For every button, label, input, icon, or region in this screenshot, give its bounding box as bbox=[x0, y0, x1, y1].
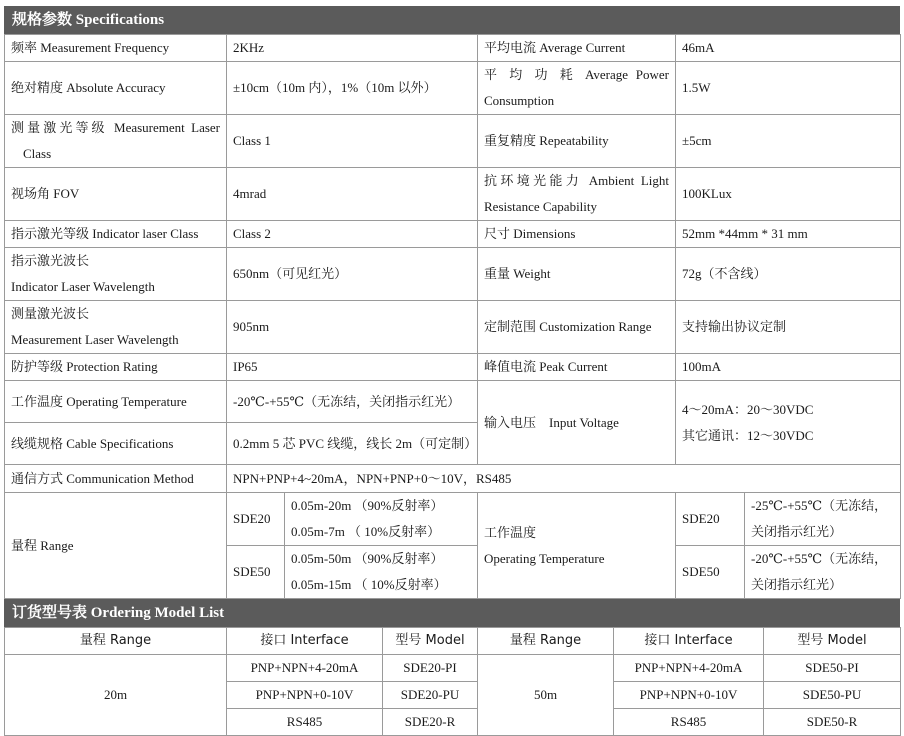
spec-row bbox=[5, 381, 901, 423]
spec-label bbox=[5, 248, 227, 301]
spec-label bbox=[5, 115, 227, 168]
column-header-interface: 接口 Interface bbox=[614, 628, 764, 655]
spec-value: 支持输出协议定制 bbox=[676, 301, 901, 354]
ordering-row bbox=[5, 655, 901, 682]
spec-value bbox=[745, 493, 901, 546]
spec-label bbox=[478, 168, 676, 221]
spec-label: 工作温度 Operating Temperature bbox=[5, 381, 227, 423]
spec-value-line: -25℃-+55℃（无冻结， bbox=[751, 498, 888, 513]
spec-label: 线缆规格 Cable Specifications bbox=[5, 423, 227, 465]
spec-value: NPN+PNP+4~20mA，NPN+PNP+0～10V，RS485 bbox=[227, 465, 901, 493]
spec-row bbox=[5, 354, 901, 381]
spec-row bbox=[5, 301, 901, 354]
column-header-model: 型号 Model bbox=[764, 628, 901, 655]
interface-cell: PNP+NPN+4-20mA bbox=[227, 655, 383, 682]
spec-label: 通信方式 Communication Method bbox=[5, 465, 227, 493]
spec-label-line: Operating Temperature bbox=[484, 550, 605, 566]
interface-cell: RS485 bbox=[614, 709, 764, 736]
spec-label: 视场角 FOV bbox=[5, 168, 227, 221]
spec-label bbox=[478, 62, 676, 115]
spec-value: ±5cm bbox=[676, 115, 901, 168]
spec-value: 4mrad bbox=[227, 168, 478, 221]
spec-value: 905nm bbox=[227, 301, 478, 354]
range-cell: 20m bbox=[5, 655, 227, 736]
model-cell: SDE20 bbox=[676, 493, 745, 546]
column-header-range: 量程 Range bbox=[478, 628, 614, 655]
spec-value bbox=[285, 546, 478, 599]
interface-cell: PNP+NPN+0-10V bbox=[227, 682, 383, 709]
model-cell: SDE50 bbox=[676, 546, 745, 599]
spec-label-line: 测量激光波长 bbox=[11, 306, 90, 321]
spec-value: ±10cm（10m 内），1%（10m 以外） bbox=[227, 62, 478, 115]
spec-label-line: 平 均 功 耗 Average Power bbox=[484, 67, 670, 82]
spec-label: 指示激光等级 Indicator laser Class bbox=[5, 221, 227, 248]
column-header-model: 型号 Model bbox=[383, 628, 478, 655]
spec-value: 46mA bbox=[676, 35, 901, 62]
spec-label bbox=[5, 301, 227, 354]
model-cell: SDE50-PU bbox=[764, 682, 901, 709]
model-cell: SDE50 bbox=[227, 546, 285, 599]
spec-label: 输入电压 Input Voltage bbox=[478, 381, 676, 465]
spec-value bbox=[676, 381, 901, 465]
interface-cell: PNP+NPN+4-20mA bbox=[614, 655, 764, 682]
spec-value bbox=[285, 493, 478, 546]
spec-value: 0.2mm 5 芯 PVC 线缆，线长 2m（可定制） bbox=[227, 423, 478, 465]
spec-value: -20℃-+55℃（无冻结，关闭指示红光） bbox=[227, 381, 478, 423]
spec-value-line: 0.05m-50m （90%反射率） bbox=[291, 551, 444, 566]
spec-row bbox=[5, 168, 901, 221]
range-cell: 50m bbox=[478, 655, 614, 736]
spec-label-line: 抗环境光能力 Ambient Light bbox=[484, 173, 670, 188]
spec-label: 峰值电流 Peak Current bbox=[478, 354, 676, 381]
spec-label-line: Measurement Laser Wavelength bbox=[11, 332, 179, 347]
spec-value-line: 0.05m-15m （ 10%反射率） bbox=[291, 577, 447, 592]
spec-label: 量程 Range bbox=[5, 493, 227, 599]
spec-value: 72g（不含线） bbox=[676, 248, 901, 301]
ordering-header: 订货型号表 Ordering Model List bbox=[4, 599, 900, 627]
model-cell: SDE20 bbox=[227, 493, 285, 546]
spec-row bbox=[5, 493, 901, 546]
spec-value-line: 0.05m-7m （ 10%反射率） bbox=[291, 524, 441, 539]
spec-label: 尺寸 Dimensions bbox=[478, 221, 676, 248]
model-cell: SDE20-R bbox=[383, 709, 478, 736]
column-header-interface: 接口 Interface bbox=[227, 628, 383, 655]
spec-label: 重量 Weight bbox=[478, 248, 676, 301]
spec-label-line: 测量激光等级 Measurement Laser bbox=[11, 120, 220, 135]
spec-value-line: 0.05m-20m （90%反射率） bbox=[291, 498, 444, 513]
model-cell: SDE20-PU bbox=[383, 682, 478, 709]
spec-label: 绝对精度 Absolute Accuracy bbox=[5, 62, 227, 115]
spec-value: 1.5W bbox=[676, 62, 901, 115]
spec-value: 100KLux bbox=[676, 168, 901, 221]
ordering-header-row bbox=[5, 628, 901, 655]
spec-value: 650nm（可见红光） bbox=[227, 248, 478, 301]
spec-label: 定制范围 Customization Range bbox=[478, 301, 676, 354]
model-cell: SDE20-PI bbox=[383, 655, 478, 682]
spec-row bbox=[5, 248, 901, 301]
spec-label: 平均电流 Average Current bbox=[478, 35, 676, 62]
spec-label-line: 指示激光波长 bbox=[11, 253, 90, 268]
spec-row bbox=[5, 221, 901, 248]
spec-value-line: 其它通讯：12～30VDC bbox=[682, 427, 814, 443]
interface-cell: RS485 bbox=[227, 709, 383, 736]
spec-row bbox=[5, 465, 901, 493]
spec-value-line: 关闭指示红光） bbox=[751, 524, 843, 539]
spec-value: Class 1 bbox=[227, 115, 478, 168]
column-header-range: 量程 Range bbox=[5, 628, 227, 655]
interface-cell: PNP+NPN+0-10V bbox=[614, 682, 764, 709]
spec-value-line: 关闭指示红光） bbox=[751, 577, 843, 592]
spec-label bbox=[478, 493, 676, 599]
spec-value: IP65 bbox=[227, 354, 478, 381]
spec-label-line: Class bbox=[23, 146, 52, 161]
spec-row bbox=[5, 62, 901, 115]
spec-label: 重复精度 Repeatability bbox=[478, 115, 676, 168]
spec-value: Class 2 bbox=[227, 221, 478, 248]
spec-value-line: -20℃-+55℃（无冻结， bbox=[751, 551, 888, 566]
spec-label-line: Resistance Capability bbox=[484, 199, 598, 214]
specifications-header: 规格参数 Specifications bbox=[4, 6, 900, 34]
specifications-table bbox=[4, 34, 901, 599]
spec-value bbox=[745, 546, 901, 599]
spec-label-line: Consumption bbox=[484, 93, 555, 108]
spec-row bbox=[5, 35, 901, 62]
spec-label-line: 工作温度 bbox=[484, 524, 537, 540]
spec-label: 频率 Measurement Frequency bbox=[5, 35, 227, 62]
model-cell: SDE50-R bbox=[764, 709, 901, 736]
spec-value: 52mm *44mm * 31 mm bbox=[676, 221, 901, 248]
model-cell: SDE50-PI bbox=[764, 655, 901, 682]
spec-label: 防护等级 Protection Rating bbox=[5, 354, 227, 381]
ordering-table bbox=[4, 627, 901, 736]
spec-value-line: 4～20mA：20～30VDC bbox=[682, 401, 814, 417]
datasheet bbox=[4, 6, 900, 736]
spec-row bbox=[5, 115, 901, 168]
spec-label-line: Indicator Laser Wavelength bbox=[11, 279, 155, 294]
spec-value: 100mA bbox=[676, 354, 901, 381]
spec-value: 2KHz bbox=[227, 35, 478, 62]
